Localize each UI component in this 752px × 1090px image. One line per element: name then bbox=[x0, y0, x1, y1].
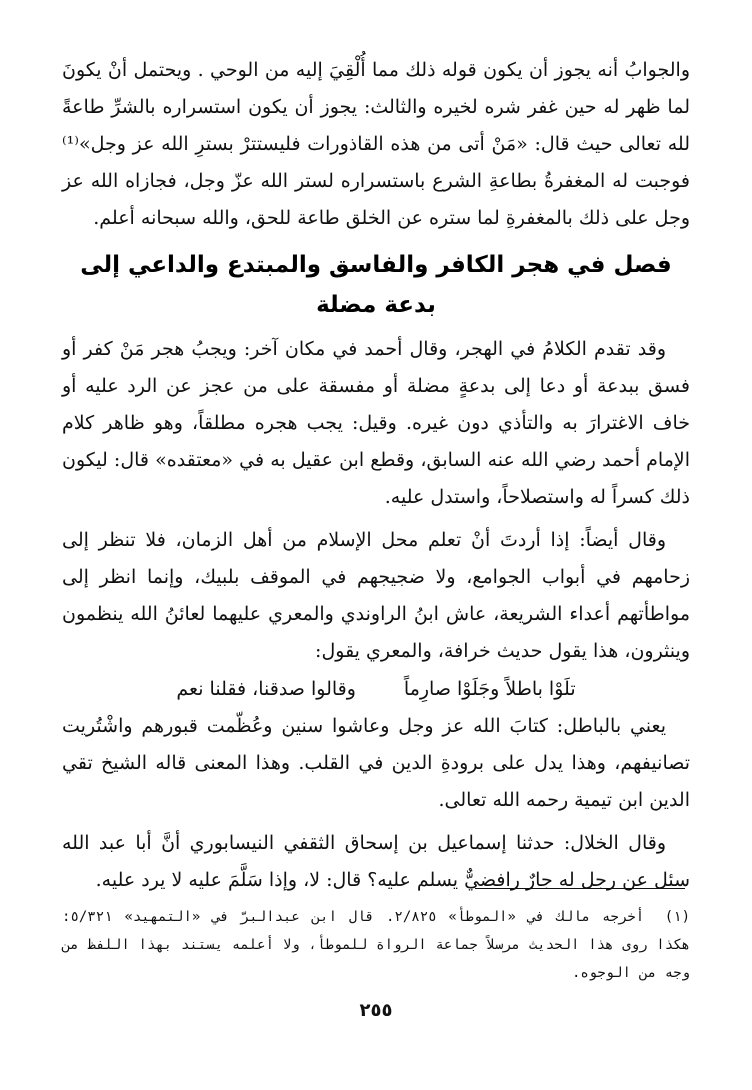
poem-second-hemistich: وقالوا صدقنا، فقلنا نعم bbox=[176, 678, 356, 700]
paragraph-hajr: وقد تقدم الكلامُ في الهجر، وقال أحمد في مكان آخر: ويجبُ هجر مَنْ كفر أو فسق ببدعة أو دعا إلى بدعةٍ مضلة أو مفسقة على من عجز عن الرد عليه أو خاف الاغترارَ به والتأذي دون غيره. وقيل: يجب هجره مطلقاً، وهو ظاهر كلام الإمام أحمد رضي الله عنه السابق، وقطع ابن عقيل به في «معتقده» قال: ليكون ذلك كسراً له واستصلاحاً، واستدل عليه. bbox=[62, 338, 690, 508]
spacer bbox=[62, 237, 690, 243]
section-heading: فصل في هجر الكافر والفاسق والمبتدع والداعي إلى بدعة مضلة bbox=[80, 252, 672, 318]
footnote-text: أخرجه مالك في «الموطأ» ٢/٨٢٥. قال ابن عبدالبرّ في «التمهيد» ٥/٣٢١: هكذا روى هذا الحديث مرسلاً جماعة الرواة للموطأ، ولا أعلمه يستند بهذا اللفظ من وجه من الوجوه. bbox=[62, 909, 690, 981]
paragraph-islam-status: وقال أيضاً: إذا أردتَ أنْ تعلم محل الإسلام من أهل الزمان، فلا تنظر إلى زحامهم في أبواب الجوامع، ولا ضجيجهم في الموقف بلبيك، وإنما انظر إلى مواطأتهم أعداء الشريعة، عاش ابنُ الراوندي والمعري عليهما لعائنُ الله ينظمون وينثرون، هذا يقول حديث خرافة، والمعري يقول: bbox=[62, 529, 690, 662]
footnote-number: (١) bbox=[664, 909, 690, 925]
paragraph-explanation: يعني بالباطل: كتابَ الله عز وجل وعاشوا سنين وعُظّمت قبورهم واشْتُريت تصانيفهم، وهذا يدل على برودةِ الدين في القلب. وهذا المعنى قاله الشيخ تقي الدين ابن تيمية رحمه الله تعالى. bbox=[62, 715, 690, 811]
page-number: ٢٥٥ bbox=[359, 1000, 393, 1021]
paragraph-answer: والجوابُ أنه يجوز أن يكون قوله ذلك مما أُلْقِيَ إليه من الوحي . ويحتمل أنْ يكونَ لما ظهر له حين غفر شره لخيره والثالث: يجوز أن يكون استسراره بالشرِّ طاعةً لله تعالى حيث قال: «مَنْ أتى من هذه القاذورات فليستترْ بسترِ الله عز وجل»⁽¹⁾ فوجبت له المغفرةُ بطاعةِ الشرع باستسراره لستر الله عزّ وجل، فجازاه الله عز وجل على ذلك بالمغفرةِ لما ستره عن الخلق طاعة للحق، والله سبحانه أعلم. bbox=[62, 59, 690, 229]
page-body bbox=[62, 52, 690, 899]
footnote-item bbox=[62, 903, 690, 987]
footnote-separator bbox=[475, 888, 685, 889]
footnotes bbox=[62, 903, 690, 987]
paragraph-khallal: وقال الخلال: حدثنا إسماعيل بن إسحاق الثقفي النيسابوري أنَّ أبا عبد الله سئل عن رجل له جارٌ رافضيٌّ يسلم عليه؟ قال: لا، وإذا سَلَّمَ عليه لا يرد عليه. bbox=[62, 832, 690, 891]
poem-first-hemistich: تلَوْا باطلاً وجَلَوْا صارِماً bbox=[403, 678, 576, 700]
poem-verse bbox=[62, 670, 690, 708]
